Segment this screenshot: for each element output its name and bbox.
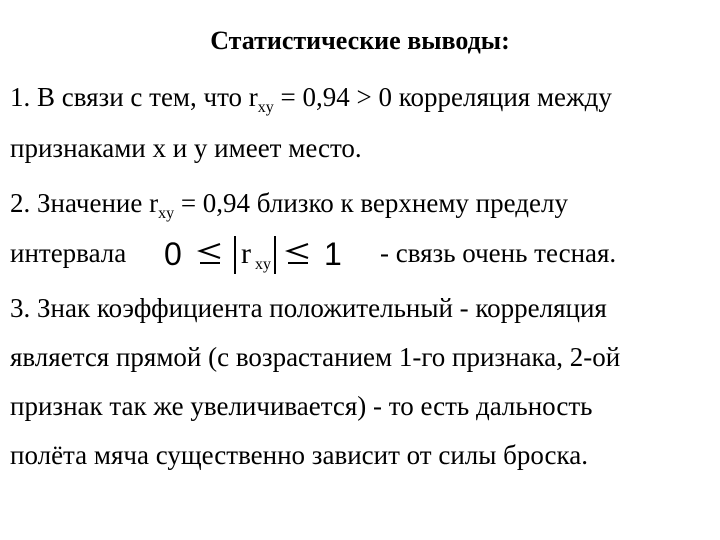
item-1-line-1 (10, 80, 612, 114)
item-1-text-b: = 0,94 > 0 корреляция между (273, 82, 612, 112)
item-3-line-2: является прямой (с возрастанием 1-го признака, 2-ой (10, 342, 621, 372)
formula-lower-bound: 0 (164, 236, 182, 272)
formula-upper-bound: 1 (324, 236, 342, 272)
item-3-line-3: признак так же увеличивается) - то есть дальность (10, 391, 593, 421)
formula-variable: r (241, 237, 251, 270)
item-2-line-2-end: - связь очень тесная. (380, 238, 617, 268)
less-equal-sign-left (200, 244, 220, 263)
item-2-text-b: = 0,94 близко к верхнему пределу (174, 188, 568, 218)
item-3-line-1: 3. Знак коэффициента положительный - корреляция (10, 293, 607, 323)
item-2-subscript: xy (158, 205, 175, 222)
interval-formula (162, 232, 372, 276)
item-2-text-a: 2. Значение r (10, 188, 159, 218)
slide-title: Статистические выводы: (210, 26, 510, 55)
item-1-text-a: 1. В связи с тем, что r (10, 82, 258, 112)
item-1-line-2: признаками x и y имеет место. (10, 133, 362, 163)
formula-variable-subscript: xy (255, 256, 271, 273)
item-2-line-1 (10, 186, 568, 220)
less-equal-sign-right (288, 244, 308, 263)
item-2-line-2-start: интервала (10, 238, 127, 268)
item-1-subscript: xy (257, 99, 274, 116)
item-3-line-4: полёта мяча существенно зависит от силы броска. (10, 440, 588, 470)
